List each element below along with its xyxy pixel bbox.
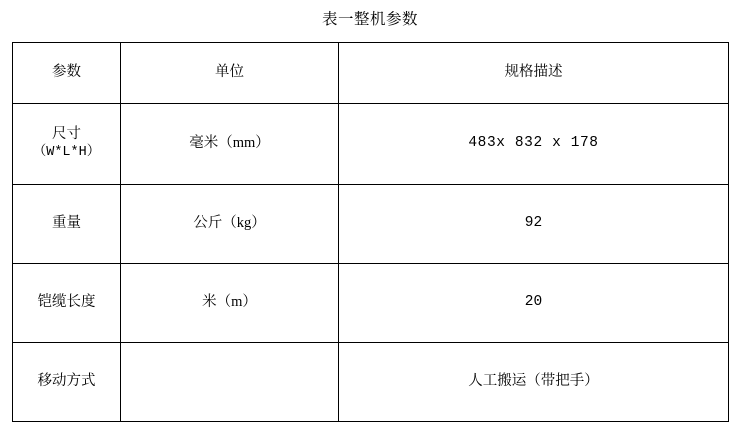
param-name: 尺寸 — [52, 125, 81, 142]
page-title: 表一整机参数 — [321, 11, 418, 28]
machine-parameters-table — [12, 42, 729, 422]
column-header-spec: 规格描述 — [339, 42, 729, 103]
cell-param-move-method: 移动方式 — [13, 342, 121, 421]
param-subtext: （W*L*H） — [32, 145, 101, 161]
cell-unit-weight: 公斤（kg） — [121, 184, 339, 263]
cell-spec-move-method: 人工搬运（带把手） — [339, 342, 729, 421]
table-row — [13, 184, 729, 263]
cell-param-weight: 重量 — [13, 184, 121, 263]
cell-param-cable-length: 铠缆长度 — [13, 263, 121, 342]
table-container — [0, 42, 740, 422]
table-row — [13, 263, 729, 342]
table-row — [13, 103, 729, 184]
cell-spec-weight: 92 — [339, 184, 729, 263]
cell-unit-cable-length: 米（m） — [121, 263, 339, 342]
cell-spec-dimension: 483x 832 x 178 — [339, 103, 729, 184]
cell-spec-cable-length: 20 — [339, 263, 729, 342]
cell-unit-dimension: 毫米（mm） — [121, 103, 339, 184]
table-header-row — [13, 42, 729, 103]
column-header-param: 参数 — [13, 42, 121, 103]
cell-param-dimension — [13, 103, 121, 184]
table-row — [13, 342, 729, 421]
column-header-unit: 单位 — [121, 42, 339, 103]
cell-unit-move-method — [121, 342, 339, 421]
